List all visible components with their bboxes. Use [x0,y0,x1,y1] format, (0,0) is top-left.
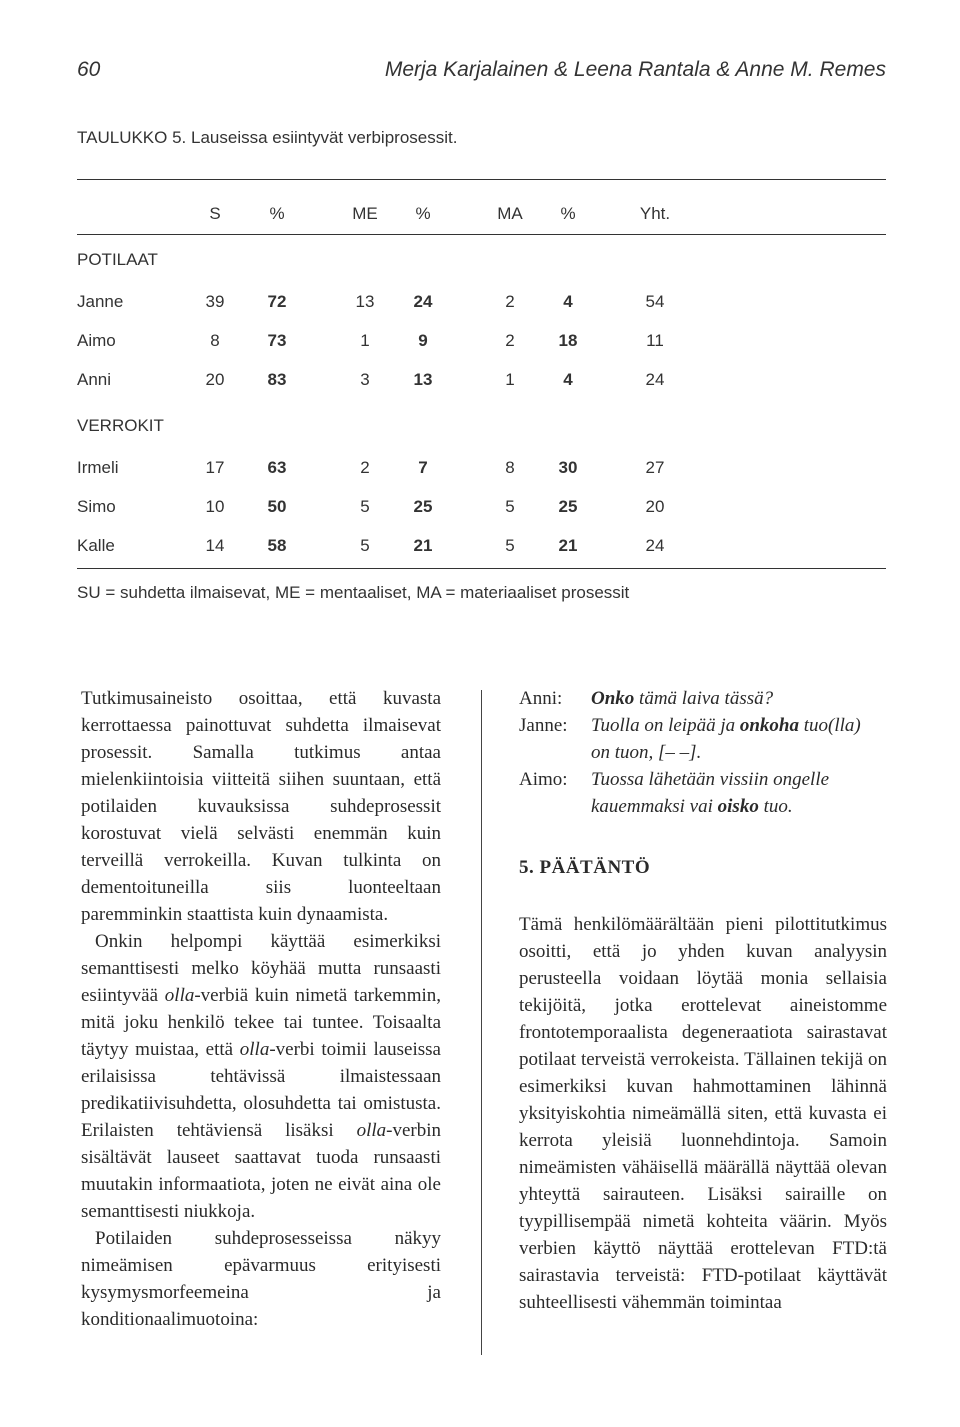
table-cell: 9 [418,331,428,350]
table-cell: 58 [267,536,287,555]
left-column [81,685,441,1333]
section-heading: 5. PÄÄTÄNTÖ [519,857,651,878]
table-cell: 21 [413,536,433,555]
table-cell: 39 [205,292,225,311]
table-cell: 13 [355,292,375,311]
utterance-continuation: on tuon, [– –]. [591,742,702,763]
table-cell: 25 [558,497,578,516]
speaker-label: Janne: [519,715,568,736]
table-cell: 54 [645,292,665,311]
column-header: S [209,204,221,223]
table-cell: 5 [360,536,370,555]
paragraph-1: Tutkimusaineisto osoittaa, että kuvasta kerrottaessa painottuvat suhdetta ilmaisevat prosessit. Samalla tutkimus antaa mielenkiintoisia viitteitä siihen suuntaan, että potilaiden kuvauksissa suhdeprosessit korostuvat vielä selvästi enemmän kuin terveillä verrokeilla. Kuvan tulkinta on dementoituneilla siis luonteeltaan paremminkin staattista kuin dynaamista. [81,688,441,925]
table-cell: 30 [558,458,578,477]
table-top-rule [77,179,886,180]
table-cell: 27 [645,458,665,477]
table-cell: 24 [645,370,665,389]
p2-part-b: -verbiä kuin nimetä tarkemmin, mitä joku henkilö tekee tai tuntee. Toisaalta täytyy muistaa, että [81,985,441,1060]
running-title: Merja Karjalainen & Leena Rantala & Anne M. Remes [384,58,886,81]
column-header: % [269,204,285,223]
table-cell: 13 [413,370,433,389]
table-cell: 24 [413,292,433,311]
dialogue-line [519,766,887,793]
group-label: POTILAAT [77,250,158,269]
row-label: Aimo [77,331,116,350]
utterance: Onko tämä laiva tässä? [591,688,774,709]
table-cell: 73 [267,331,287,350]
table-cell: 17 [205,458,225,477]
table-cell: 1 [505,370,515,389]
group-label: VERROKIT [77,416,164,435]
olla-term: olla [164,985,195,1006]
column-header: ME [352,204,378,223]
table-cell: 4 [563,292,573,311]
row-label: Simo [77,497,116,516]
table-cell: 63 [267,458,287,477]
utterance-continuation: kauemmaksi vai oisko tuo. [591,796,793,817]
speaker-label: Anni: [519,688,563,709]
p2-part-c: -verbi toimii lauseissa erilaisissa tehtävissä ilmaistessaan predikatiivisuhdetta, olosuhdetta tai omistusta. Erilaisten tehtäviensä lisäksi [81,1039,441,1141]
table-cell: 50 [267,497,287,516]
paragraph-2 [81,928,441,1225]
table-caption: TAULUKKO 5. Lauseissa esiintyvät verbiprosessit. [77,128,458,147]
table-cell: 20 [205,370,225,389]
right-column [519,685,887,1316]
row-label: Kalle [77,536,115,555]
table-cell: 24 [645,536,665,555]
table-cell: 2 [360,458,370,477]
conclusion-paragraph: Tämä henkilömäärältään pieni pilottitutkimus osoitti, että jo yhden kuvan analyysin perusteella voidaan löytää monia sellaisia tekijöitä, jotka erottelevat aineistomme frontotemporaalista degeneraatiota sairastavat potilaat terveistä verrokeista. Tällainen tekijä on esimerkiksi kuvan hahmottaminen lähinnä yksityiskohtia nimeämällä siten, että kuvasta ei kerrota yleisiä luonnehdintoja. Samoin nimeämisten vähäisellä määrällä näyttää olevan yhteyttä sairauteen. Lisäksi sairaille on tyypillisempää nimetä kohteita väärin. Myös verbien käyttö näyttää erottelevan FTD:tä sairastavia terveistä: FTD-potilaat käyttävät suhteellisesti vähemmän toimintaa [519,914,887,1313]
table-cell: 14 [205,536,225,555]
column-divider [481,690,482,1355]
column-header: Yht. [639,204,671,223]
table-cell: 21 [558,536,578,555]
table-cell: 10 [205,497,225,516]
table-cell: 8 [505,458,515,477]
table-cell: 5 [505,497,515,516]
table-bottom-rule [77,568,886,569]
p2-part-a: Onkin helpompi käyttää esimerkiksi semanttisesti melko köyhää mutta runsaasti esiintyvää [81,931,441,1006]
table-cell: 25 [413,497,433,516]
table-cell: 11 [646,331,664,350]
olla-term: olla [239,1039,270,1060]
row-label: Janne [77,292,124,311]
paragraph-3: Potilaiden suhdeprosesseissa näkyy nimeämisen epävarmuus erityisesti kysymysmorfeemeina ja konditionaalimuotoina: [81,1228,441,1330]
table-cell: 20 [645,497,665,516]
table-cell: 83 [267,370,287,389]
table-cell: 5 [360,497,370,516]
dialogue-line [519,712,887,739]
table-cell: 8 [210,331,220,350]
column-header: % [560,204,576,223]
olla-term: olla [356,1120,387,1141]
utterance: Tuolla on leipää ja onkoha tuo(lla) [591,715,861,736]
table-cell: 2 [505,292,515,311]
row-label: Anni [77,370,112,389]
row-label: Irmeli [77,458,119,477]
table-cell: 5 [505,536,515,555]
utterance: Tuossa lähetään vissiin ongelle [591,769,830,790]
dialogue-line [519,685,887,712]
column-header: % [415,204,431,223]
table-header-rule [77,234,886,235]
page-number: 60 [77,58,101,81]
p2-part-d: -verbin sisältävät lauseet saattavat tuoda runsaasti muutakin informaatiota, joten ne eivät aina ole semanttisesti niukkoja. [81,1120,441,1222]
table-cell: 3 [360,370,370,389]
column-header: MA [497,204,523,223]
table-footnote: SU = suhdetta ilmaisevat, ME = mentaaliset, MA = materiaaliset prosessit [77,583,630,602]
table-cell: 1 [360,331,370,350]
table-cell: 7 [418,458,428,477]
table-cell: 2 [505,331,515,350]
speaker-label: Aimo: [519,769,568,790]
table-cell: 18 [558,331,578,350]
table-cell: 4 [563,370,573,389]
table-cell: 72 [267,292,287,311]
